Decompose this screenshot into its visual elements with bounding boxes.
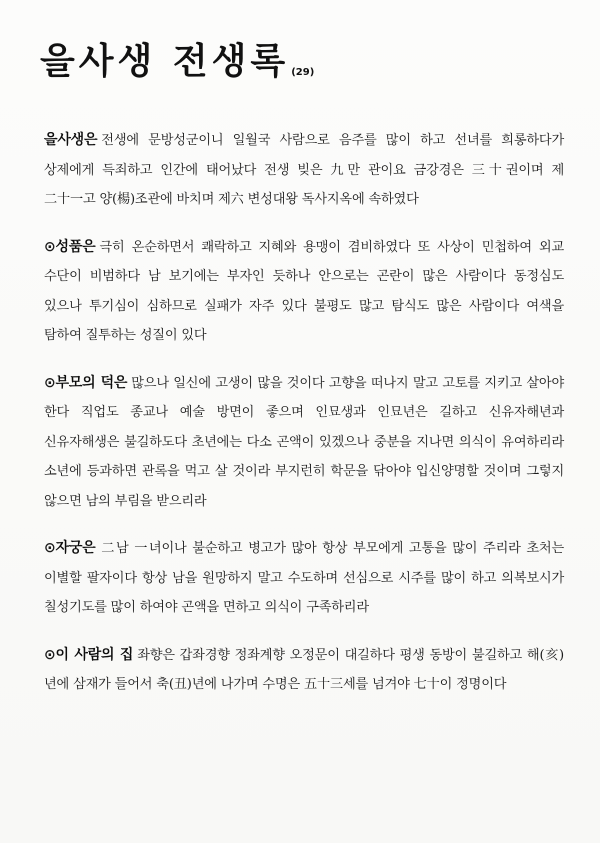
- document-body: [44, 126, 564, 718]
- section-heading: 자궁은: [55, 540, 96, 556]
- section-body: 전생에 문방성군이니 일월국 사람으로 음주를 많이 하고 선녀를 희롱하다가 상제에게 득죄하고 인간에 태어났다 전생 빚은 九만 관이요 금강경은 三十권이며 제 二十一고 양(楊)조관에 바치며 제六 변성대왕 독사지옥에 속하였다: [44, 133, 564, 207]
- section-heading: 부모의 덕은: [55, 374, 128, 391]
- section-heading: 성품은: [55, 238, 96, 255]
- section-body: 좌향은 갑좌경향 정좌계향 오정문이 대길하다 평생 동방이 불길하고 해(亥)년에 삼재가 들어서 축(丑)년에 나가며 수명은 五十三세를 넘겨야 七十이 정명이다: [44, 647, 565, 692]
- section-body: 二남 一녀이나 불순하고 병고가 많아 항상 부모에게 고통을 많이 주리라 초처는 이별할 팔자이다 항상 남을 원망하지 말고 수도하며 선심으로 시주를 많이 하고 의복보시가 칠성기도를 많이 하여야 곤액을 면하고 의식이 구족하리라: [44, 541, 564, 615]
- page-title: 을사생 전생록: [40, 41, 290, 82]
- section-body: 극히 온순하면서 쾌락하고 지혜와 용맹이 겸비하였다 또 사상이 민첩하여 외교 수단이 비범하다 남 보기에는 부자인 듯하나 안으로는 곤란이 많은 사람이다 동정심도 있으나 투기심이 심하므로 실패가 자주 있다 불평도 많고 탐식도 많은 사람이다 여색을 탐하여 질투하는 성질이 있다: [44, 239, 564, 343]
- circle-dot-icon: ⊙: [44, 374, 56, 391]
- page-number: (29): [291, 67, 315, 78]
- section-paragraph: [44, 534, 564, 623]
- section-heading: 이 사람의 집: [55, 646, 134, 663]
- section-paragraph: [44, 126, 564, 215]
- section-paragraph: [44, 641, 564, 700]
- circle-dot-icon: ⊙: [44, 238, 56, 255]
- title-block: [40, 41, 315, 82]
- section-heading: 을사생은: [44, 132, 98, 148]
- section-paragraph: [44, 233, 564, 351]
- section-paragraph: [44, 369, 564, 517]
- circle-dot-icon: ⊙: [44, 540, 56, 556]
- circle-dot-icon: ⊙: [44, 646, 56, 663]
- section-body: 많으나 일신에 고생이 많을 것이다 고향을 떠나지 말고 고토를 지키고 살아야 한다 직업도 종교나 예술 방면이 좋으며 인묘생과 인묘년은 길하고 신유자해년과 신유자해생은 불길하도다 초년에는 다소 곤액이 있겠으나 중분을 지나면 의식이 유여하리라 소년에 등과하면 관록을 먹고 살 것이라 부지런히 학문을 닦아야 입신양명할 것이며 그렇지 않으면 남의 부림을 받으리라: [44, 375, 564, 509]
